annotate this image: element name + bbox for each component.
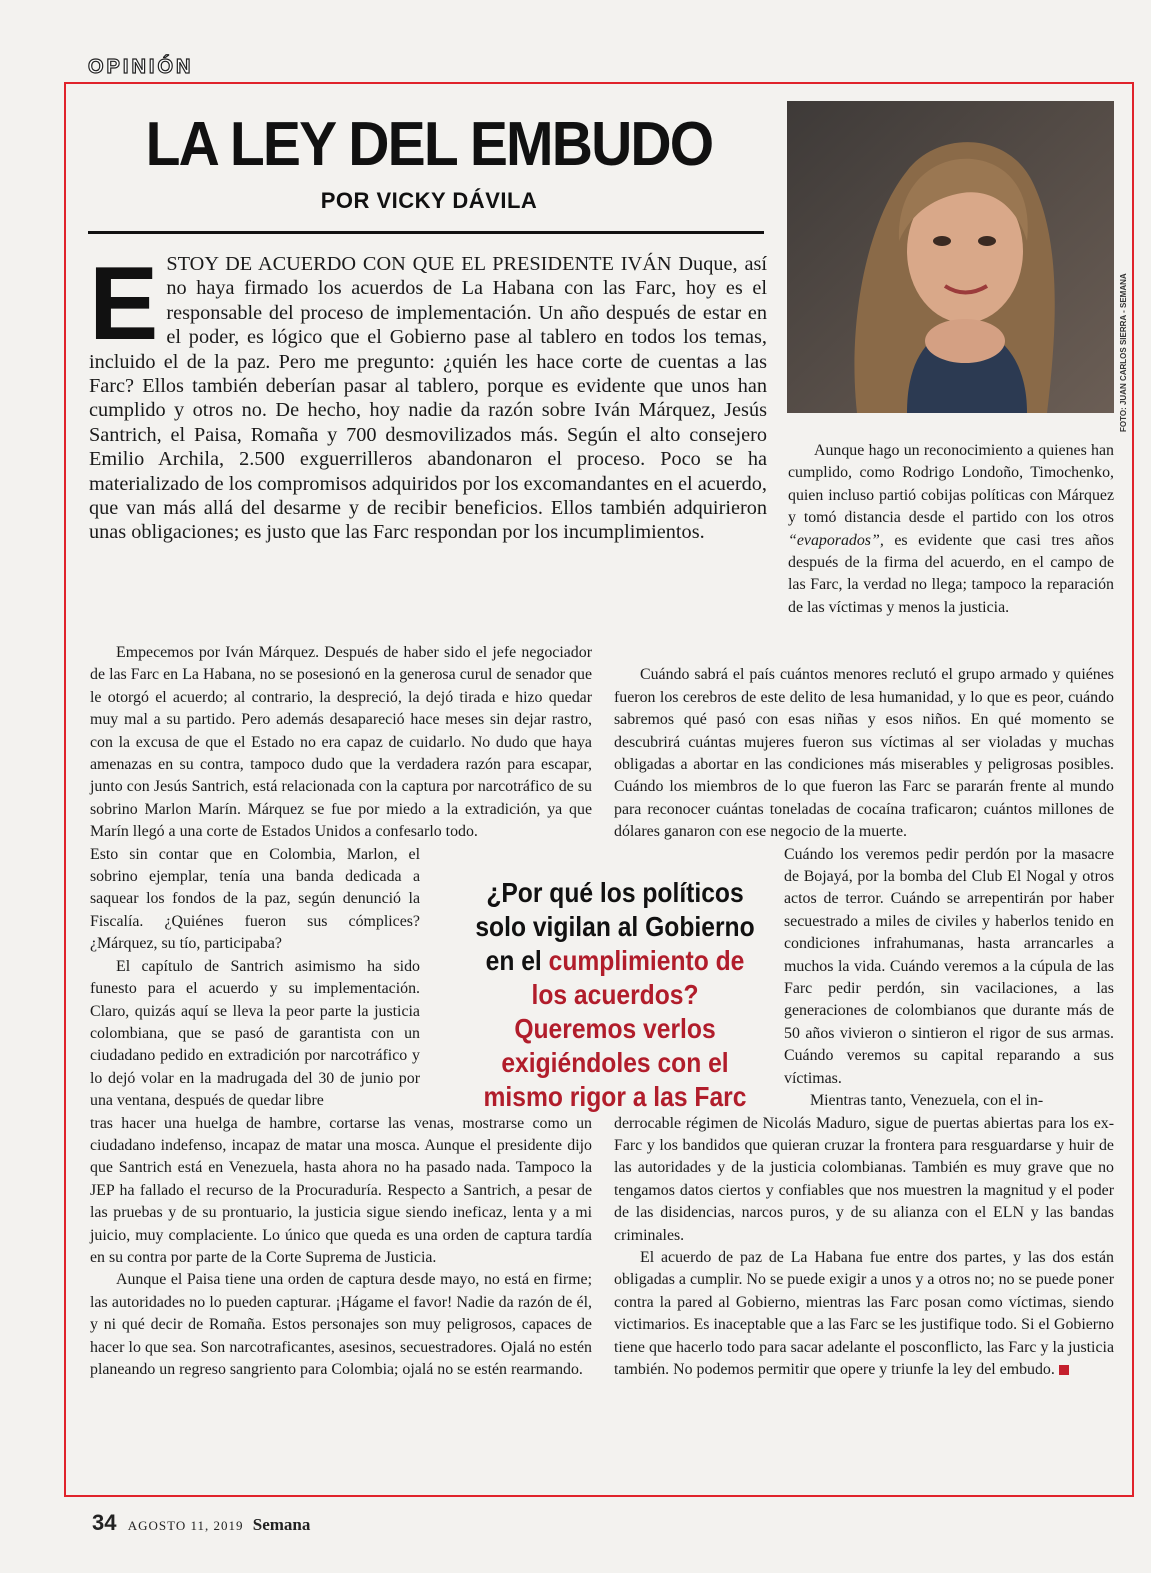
right-paragraph-3-text: El acuerdo de paz de La Habana fue entre dos partes, y las dos están obligadas a cumplir. No se puede exigir a unos y a otros no; no se puede poner contra la pared al Gobierno, mientras las Farc posan como víctimas, siendo victimarios. Es inaceptable que a las Farc se les justifique todo. Si el Gobierno tiene que hacerlo todo para sacar adelante el posconflicto, las Farc y la justicia también. No podemos permitir que opere y triunfe la ley del embudo. (614, 1248, 1114, 1378)
pull-quote-red: cumplimiento de los acuerdos? Queremos verlos exigiéndoles con el mismo rigor a las Farc (483, 945, 747, 1112)
headline: LA LEY DEL EMBUDO (145, 110, 713, 179)
page-footer (92, 1510, 310, 1536)
pull-quote-black: ¿Por qué los políticos solo vigilan al Gobierno en el (475, 877, 755, 976)
section-label: OPINIÓN (88, 56, 194, 78)
drop-cap: E (89, 246, 159, 362)
right-paragraph-2-cont: derrocable régimen de Nicolás Maduro, sigue de puertas abiertas para los ex-Farc y los bandidos que quieran cruzar la frontera para resguardarse y huir de las autoridades y de la justicia colombianas. También es muy grave que no tengamos datos ciertos y confiables que nos muestren la magnitud y el poder de las disidencias, narcos puros, y de su alianza con el ELN y las bandas criminales. (614, 1114, 1114, 1244)
right-top-text: Aunque hago un reconocimiento a quienes han cumplido, como Rodrigo Londoño, Timochenko, quien incluso partió cobijas políticas con Márquez y tomó distancia desde el partido con los otros (788, 442, 1114, 527)
pull-quote (470, 876, 760, 1114)
right-paragraph-2: Mientras tanto, Venezuela, con el in- (810, 1092, 1044, 1110)
red-square-icon (1059, 1365, 1069, 1375)
left-paragraph-3: Aunque el Paisa tiene una orden de captura desde mayo, no está en firme; las autoridades no lo pueden capturar. ¡Hágame el favor! Nadie da razón de él, y ni qué decir de Romaña. Estos personajes son muy peligrosos, capaces de hacer lo que sea. Son narcotraficantes, asesinos, secuestradores. Ojalá no estén planeando un regreso sangriento para Colombia; ojalá no se estén rearmando. (90, 1271, 592, 1378)
left-paragraph-1-cont: Esto sin contar que en Colombia, Marlon, el sobrino ejemplar, tenía una banda dedicada a saquear los fondos de la paz, según denunció la Fiscalía. ¿Quiénes fueron sus cómplices? ¿Márquez, su tío, participaba? (90, 845, 420, 953)
right-paragraph-1-text: Cuándo sabrá el país cuántos menores reclutó el grupo armado y quiénes fueron los cerebros de este delito de lesa humanidad, y lo que es peor, cuándo sabremos qué pasó con esas niñas y esos niños. En qué momento se descubrirá cuántas mujeres fueron sus víctimas al ser violadas y muchas obligadas a abortar en las condiciones más miserables y peligrosas posibles. Cuándo los miembros de lo que fueron las Farc se pararán frente al mundo para reconocer cuántas toneladas de cocaína traficaron; cuántos millones de dólares ganaron con ese negocio de la muerte. (614, 666, 1114, 841)
author-photo (787, 101, 1114, 413)
left-paragraph-2: El capítulo de Santrich asimismo ha sido funesto para el acuerdo y su implementación. Claro, quizás aquí se lleva la peor parte la justicia colombiana, que se pasó de garantista con un ciudadano pedido en extradición por narcotráfico y lo dejó volar en la madrugada del 30 de junio por una ventana, después de quedar libre (90, 957, 420, 1110)
lead-text: STOY DE ACUERDO CON QUE EL PRESIDENTE IVÁN Duque, así no haya firmado los acuerdos de La Habana con las Farc, hoy es el responsable del proceso de implementación. Un año después de estar en el poder, es lógico que el Gobierno pase al tablero en todos los temas, incluido el de la paz. Pero me pregunto: ¿quién les hace corte de cuentas a las Farc? Ellos también deberían pasar al tablero, porque es evidente que unos han cumplido y otros no. De hecho, hoy nadie da razón sobre Iván Márquez, Jesús Santrich, el Paisa, Romaña y 700 desmovilizados más. Según el alto consejero Emilio Archila, 2.500 exguerrilleros abandonaron el proceso. Poco se ha materializado de los compromisos adquiridos por los excomandantes en el acuerdo, que van más allá del desarme y de recibir beneficios. Ellos también adquirieron unas obligaciones; es justo que las Farc respondan por los incumplimientos. (89, 253, 767, 544)
lead-paragraph (89, 246, 767, 545)
left-paragraph-1: Empecemos por Iván Márquez. Después de haber sido el jefe negociador de las Farc en La Habana, no se posesionó en la generosa curul de senador que le otorgó el acuerdo; al contrario, la despreció, la dejó tirada e hizo quedar muy mal a su partido. Pero además desapareció hace meses sin dejar rastro, con la excusa de que el Estado no era capaz de cuidarlo. No dudo que haya amenazas en su contra, tampoco dudo que la verdadera razón para escapar, junto con Jesús Santrich, está relacionada con la captura por narcotráfico de su sobrino Marlon Marín. Márquez se fue por miedo a la extradición, ya que Marín llegó a una corte de Estados Unidos a confesarlo todo. (90, 644, 592, 841)
right-narrow-block (784, 844, 1114, 1113)
byline: POR VICKY DÁVILA (320, 188, 538, 213)
magazine-name: Semana (252, 1515, 311, 1534)
page-number: 34 (92, 1510, 117, 1535)
photo-credit: FOTO: JUAN CARLOS SIERRA - SEMANA (1119, 273, 1128, 432)
right-top-italic: “evaporados”, (788, 531, 884, 549)
right-paragraph-3 (614, 1247, 1114, 1381)
right-paragraph-1 (614, 664, 1114, 843)
left-narrow-block (90, 844, 420, 1113)
right-top-text-cont: es evidente que casi tres años después de la firma del acuerdo, en el campo de las Farc, la verdad no llega; tampoco la reparación de las víctimas y menos la justicia. (788, 531, 1114, 616)
author-portrait-image (787, 101, 1114, 413)
right-top-column (788, 440, 1114, 619)
right-column-spacer (614, 642, 1114, 664)
left-paragraph-2-cont: tras hacer una huelga de hambre, cortarse las venas, mostrarse como un ciudadano indefenso, incapaz de matar una mosca. Aunque el presidente dijo que Santrich está en Venezuela, hasta ahora no ha pasado nada. Tampoco la JEP ha fallado el recurso de la Procuraduría. Respecto a Santrich, a pesar de las pruebas y de su prontuario, la justicia sigue siendo ineficaz, lenta y a mi juicio, muy complaciente. Lo único que queda es una orden de captura tardía en su contra por parte de la Corte Suprema de Justicia. (90, 1114, 592, 1266)
divider (88, 231, 764, 234)
right-paragraph-1-cont: Cuándo los veremos pedir perdón por la masacre de Bojayá, por la bomba del Club El Nogal y otros actos de terror. Cuándo se arrepentirán por haber secuestrado a miles de civiles y haberlos tenido en condiciones infrahumanas, hasta arrancarles a muchos la vida. Cuándo veremos a la cúpula de las Farc pedir perdón, sin vacilaciones, a las generaciones de colombianos que durante más de 50 años vivieron o sintieron el rigor de sus armas. Cuándo veremos su capital reparando a sus víctimas. (784, 845, 1114, 1087)
issue-date: AGOSTO 11, 2019 (127, 1518, 244, 1533)
